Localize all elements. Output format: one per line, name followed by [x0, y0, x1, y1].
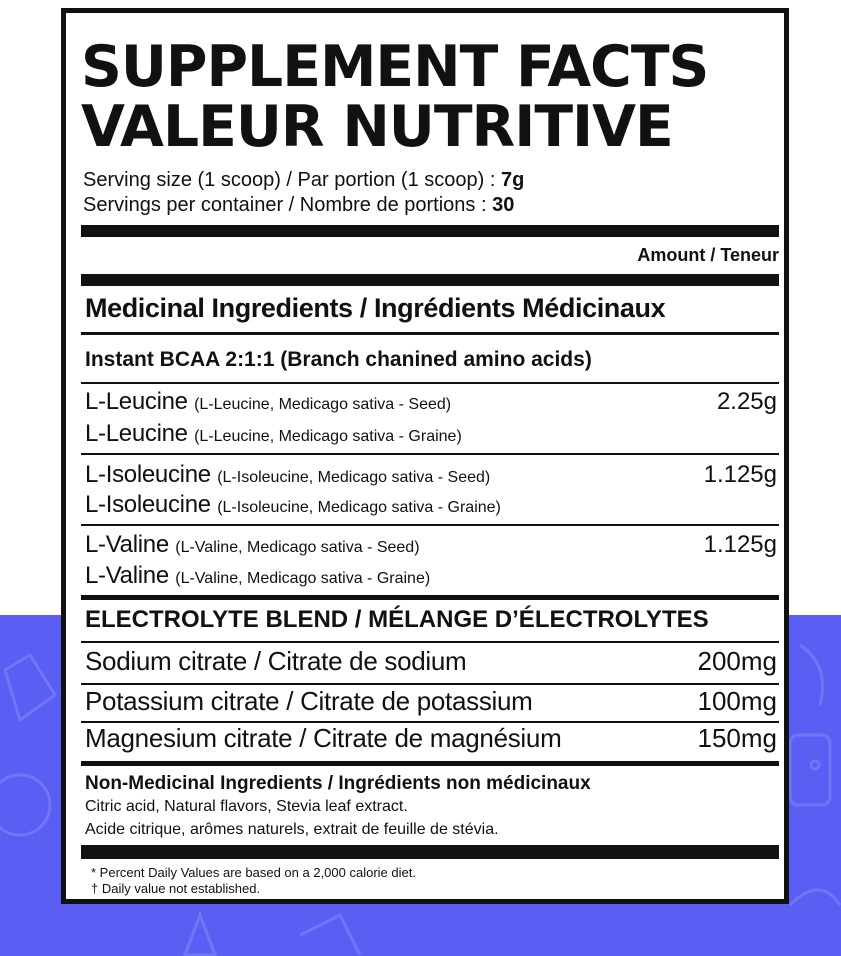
divider [81, 641, 779, 643]
servings-per-container-value: 30 [492, 194, 515, 216]
ingredient-source: (L-Valine, Medicago sativa - Graine) [175, 570, 431, 587]
divider [81, 332, 779, 335]
ingredient-source: (L-Leucine, Medicago sativa - Graine) [194, 428, 462, 445]
thick-divider [81, 274, 779, 286]
ingredient-isoleucine-fr [85, 491, 501, 519]
thick-divider [81, 761, 779, 766]
divider [81, 683, 779, 685]
ingredient-name: L-Valine [85, 562, 169, 589]
amount-header: Amount / Teneur [637, 245, 779, 265]
divider [81, 453, 779, 455]
ingredient-amount: 1.125g [703, 531, 777, 558]
thick-divider [81, 845, 779, 859]
ingredient-name: L-Isoleucine [85, 491, 211, 518]
ingredient-amount: 1.125g [703, 461, 777, 488]
ingredient-source: (L-Isoleucine, Medicago sativa - Graine) [217, 499, 501, 516]
electrolyte-potassium: Potassium citrate / Citrate de potassium [85, 686, 533, 716]
ingredient-source: (L-Leucine, Medicago sativa - Seed) [194, 396, 452, 413]
medicinal-header: Medicinal Ingredients / Ingrédients Médicinaux [85, 293, 666, 323]
electrolyte-amount: 100mg [697, 686, 777, 716]
ingredient-leucine-fr [85, 420, 462, 448]
non-medicinal-french: Acide citrique, arômes naturels, extrait de feuille de stévia. [85, 821, 499, 838]
ingredient-leucine-en [85, 388, 451, 416]
title-french: VALEUR NUTRITIVE [81, 94, 673, 160]
supplement-facts-panel [61, 8, 789, 904]
electrolyte-amount: 200mg [697, 646, 777, 676]
ingredient-name: L-Leucine [85, 420, 188, 447]
divider [81, 382, 779, 384]
ingredient-amount: 2.25g [716, 388, 777, 415]
bcaa-header: Instant BCAA 2:1:1 (Branch chanined amino acids) [85, 348, 592, 371]
thick-divider [81, 595, 779, 600]
ingredient-valine-fr [85, 562, 430, 590]
thick-divider [81, 225, 779, 237]
footnote-daily-values: * Percent Daily Values are based on a 2,000 calorie diet. [91, 865, 416, 880]
ingredient-name: L-Valine [85, 531, 169, 558]
servings-per-container-label: Servings per container / Nombre de portions : [83, 194, 493, 216]
non-medicinal-english: Citric acid, Natural flavors, Stevia leaf extract. [85, 798, 408, 815]
serving-size-value: 7g [500, 169, 525, 191]
electrolyte-header: ELECTROLYTE BLEND / MÉLANGE D’ÉLECTROLYTES [85, 606, 709, 633]
footnote-not-established: † Daily value not established. [91, 881, 261, 896]
ingredient-source: (L-Valine, Medicago sativa - Seed) [175, 539, 420, 556]
title-english: SUPPLEMENT FACTS [81, 34, 709, 100]
electrolyte-amount: 150mg [697, 723, 777, 753]
electrolyte-magnesium: Magnesium citrate / Citrate de magnésium [85, 723, 562, 753]
ingredient-source: (L-Isoleucine, Medicago sativa - Seed) [217, 469, 491, 486]
divider [81, 524, 779, 526]
ingredient-valine-en [85, 531, 420, 559]
serving-size-label: Serving size (1 scoop) / Par portion (1 scoop) : [83, 169, 501, 191]
non-medicinal-header: Non-Medicinal Ingredients / Ingrédients non médicinaux [85, 773, 591, 794]
servings-per-container [83, 193, 514, 217]
electrolyte-sodium: Sodium citrate / Citrate de sodium [85, 646, 467, 676]
ingredient-name: L-Isoleucine [85, 461, 211, 488]
serving-size [83, 168, 524, 192]
ingredient-isoleucine-en [85, 461, 490, 489]
ingredient-name: L-Leucine [85, 388, 188, 415]
